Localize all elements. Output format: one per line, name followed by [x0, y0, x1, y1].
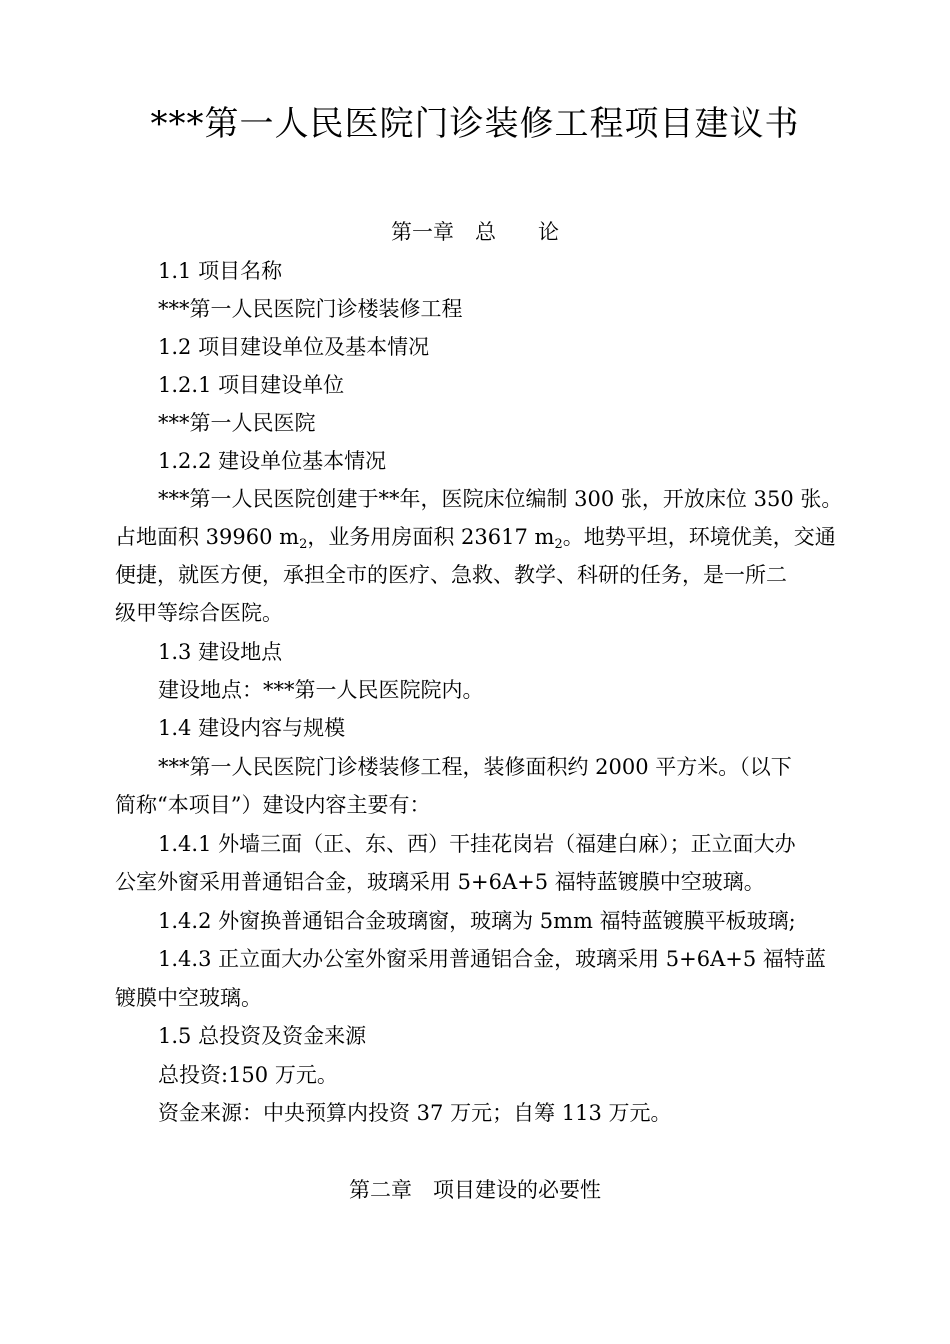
paragraph-line: 1.4.1 外墙三面（正、东、西）干挂花岗岩（福建白麻）；正立面大办: [158, 832, 796, 856]
section-1-2-1-body: ***第一人民医院: [158, 411, 316, 435]
paragraph-line-area: [115, 522, 836, 556]
section-1-3-body: 建设地点：***第一人民医院院内。: [158, 678, 484, 702]
section-1-2-heading: 1.2 项目建设单位及基本情况: [158, 335, 430, 359]
paragraph-line: 级甲等综合医院。: [115, 601, 283, 625]
document-title: ***第一人民医院门诊装修工程项目建议书: [150, 104, 800, 144]
area-text-3: 。地势平坦，环境优美，交通: [562, 525, 836, 549]
paragraph-line: 资金来源：中央预算内投资 37 万元；自筹 113 万元。: [158, 1101, 672, 1125]
section-1-3-heading: 1.3 建设地点: [158, 640, 283, 664]
square-meter-sup: 2: [554, 537, 563, 552]
chapter-1-heading: 第一章 总 论: [391, 220, 559, 244]
section-1-2-2-heading: 1.2.2 建设单位基本情况: [158, 449, 387, 473]
section-1-1-heading: 1.1 项目名称: [158, 259, 283, 283]
section-1-5-heading: 1.5 总投资及资金来源: [158, 1024, 367, 1048]
area-text-2: ，业务用房面积 23617 m: [307, 525, 555, 549]
paragraph-line: 公室外窗采用普通铝合金，玻璃采用 5+6A+5 福特蓝镀膜中空玻璃。: [115, 870, 765, 894]
section-1-1-body: ***第一人民医院门诊楼装修工程: [158, 297, 463, 321]
paragraph-line: 简称“本项目”）建设内容主要有：: [115, 793, 431, 817]
paragraph-line: 1.4.2 外窗换普通铝合金玻璃窗，玻璃为 5mm 福特蓝镀膜平板玻璃;: [158, 909, 796, 933]
square-meter-sup: 2: [299, 537, 308, 552]
section-1-4-heading: 1.4 建设内容与规模: [158, 716, 346, 740]
section-1-2-1-heading: 1.2.1 项目建设单位: [158, 373, 345, 397]
paragraph-line: ***第一人民医院门诊楼装修工程，装修面积约 2000 平方米。（以下: [158, 755, 792, 779]
chapter-2-heading: 第二章 项目建设的必要性: [349, 1178, 601, 1202]
paragraph-line: 1.4.3 正立面大办公室外窗采用普通铝合金，玻璃采用 5+6A+5 福特蓝: [158, 947, 826, 971]
paragraph-line: 便捷，就医方便，承担全市的医疗、急救、教学、科研的任务，是一所二: [115, 563, 787, 587]
paragraph-line: 镀膜中空玻璃。: [115, 986, 262, 1010]
paragraph-line: 总投资:150 万元。: [158, 1063, 338, 1087]
area-text-1: 占地面积 39960 m: [115, 525, 300, 549]
paragraph-line: ***第一人民医院创建于**年，医院床位编制 300 张，开放床位 350 张。: [158, 487, 843, 511]
